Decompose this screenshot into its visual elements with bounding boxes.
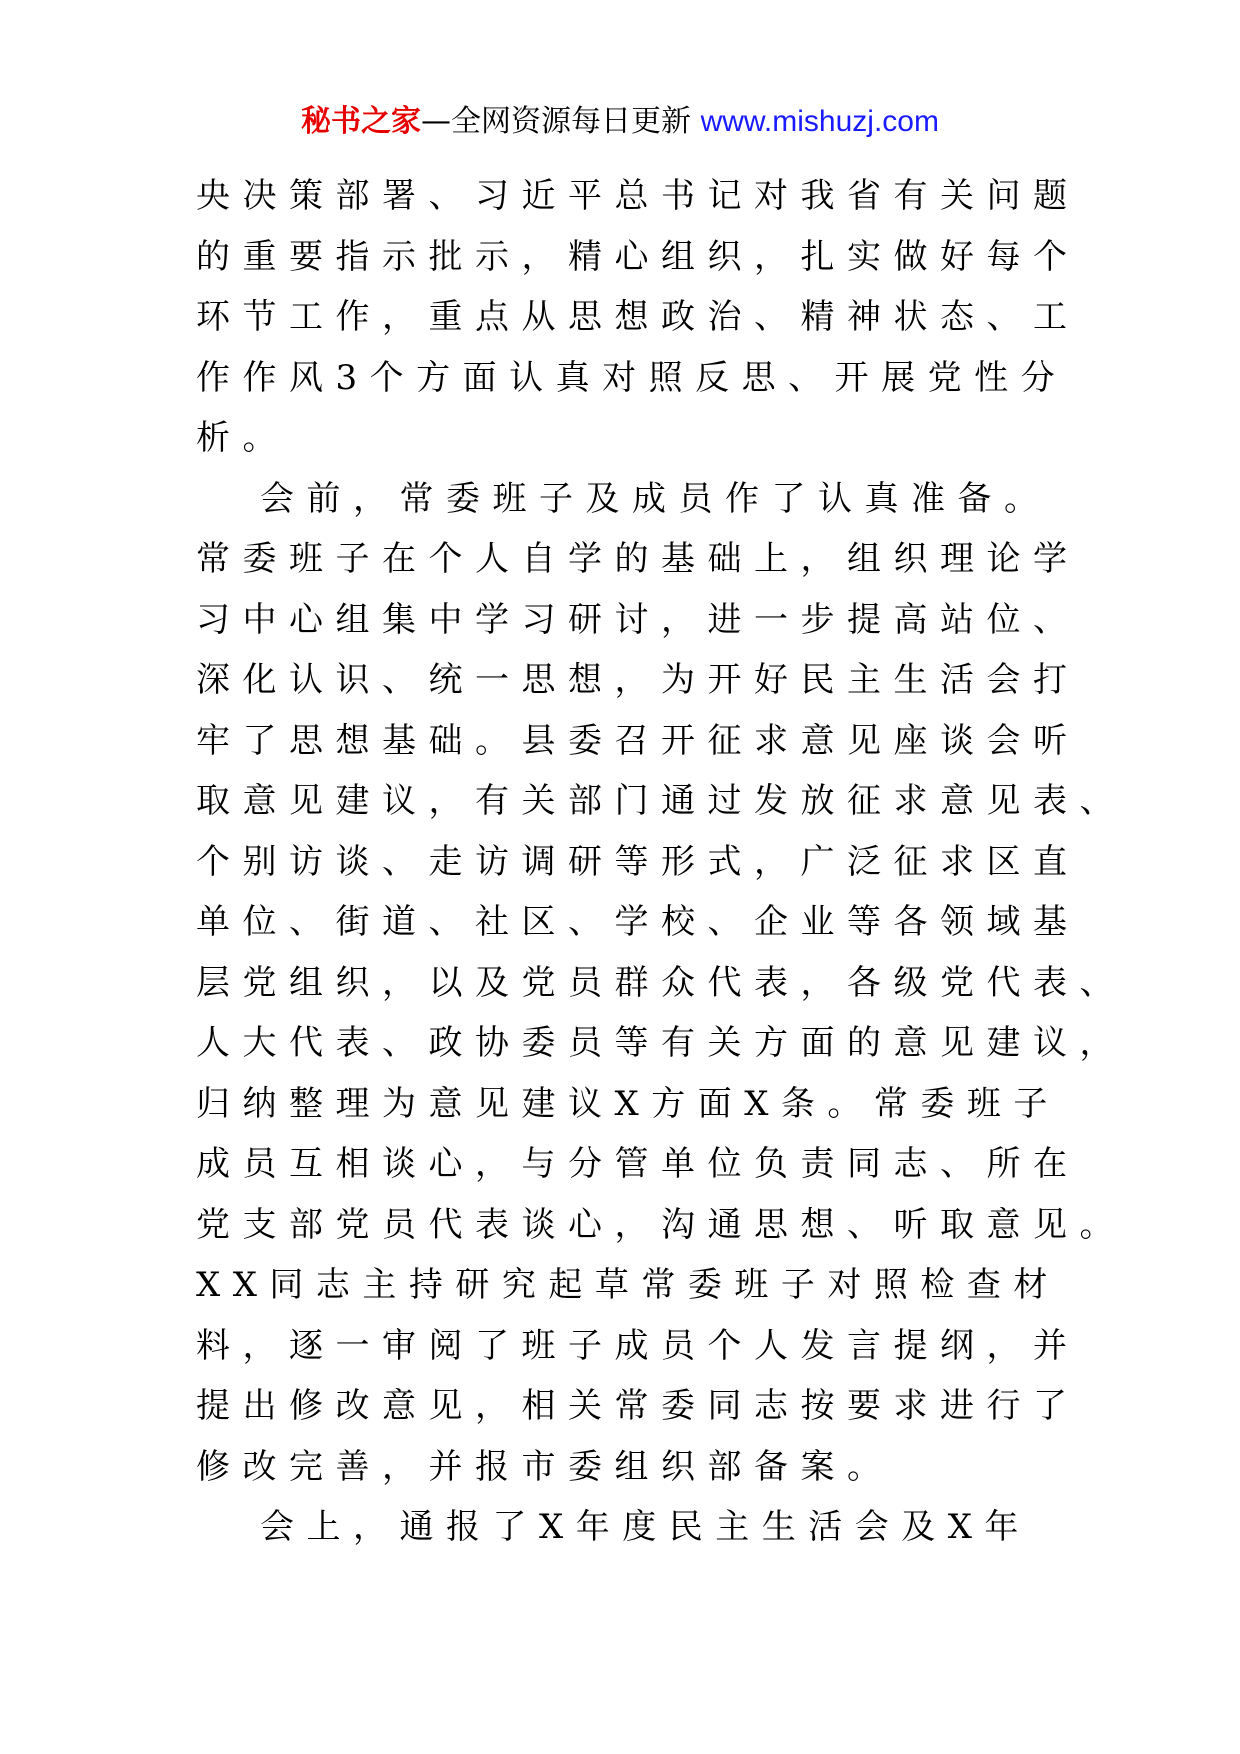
page-header bbox=[0, 100, 1240, 144]
text-line: 修改完善，并报市委组织部备案。 bbox=[196, 1446, 894, 1487]
text-line: 成员互相谈心，与分管单位负责同志、所在 bbox=[196, 1144, 1080, 1184]
text-line: 习中心组集中学习研讨，进一步提高站位、 bbox=[196, 599, 1080, 640]
text-line: 的重要指示批示，精心组织，扎实做好每个 bbox=[196, 236, 1080, 277]
text-line: 人大代表、政协委员等有关方面的意见建议， bbox=[196, 1023, 1126, 1063]
header-url[interactable]: www.mishuzj.com bbox=[700, 105, 939, 138]
text-line: 会上，通报了X年度民主生活会及X年 bbox=[260, 1507, 1031, 1547]
text-line: 取意见建议，有关部门通过发放征求意见表、 bbox=[196, 781, 1126, 821]
document-body bbox=[196, 166, 1126, 1558]
text-line: 层党组织，以及党员群众代表，各级党代表、 bbox=[196, 962, 1126, 1003]
text-line: 析。 bbox=[196, 418, 289, 458]
text-line: 个别访谈、走访调研等形式，广泛征求区直 bbox=[196, 841, 1080, 882]
text-line: XX同志主持研究起草常委班子对照检查材 bbox=[196, 1265, 1060, 1305]
text-line: 作作风3个方面认真对照反思、开展党性分 bbox=[196, 357, 1068, 398]
text-line: 会前，常委班子及成员作了认真准备。 bbox=[260, 478, 1051, 519]
text-line: 央决策部署、习近平总书记对我省有关问题 bbox=[196, 176, 1080, 216]
text-line: 料，逐一审阅了班子成员个人发言提纲，并 bbox=[196, 1325, 1080, 1366]
text-line: 深化认识、统一思想，为开好民主生活会打 bbox=[196, 660, 1080, 700]
text-line: 单位、街道、社区、学校、企业等各领域基 bbox=[196, 902, 1080, 942]
text-line: 牢了思想基础。县委召开征求意见座谈会听 bbox=[196, 720, 1080, 761]
header-tagline: —全网资源每日更新 bbox=[421, 104, 692, 139]
text-line: 环节工作，重点从思想政治、精神状态、工 bbox=[196, 297, 1080, 337]
text-line: 常委班子在个人自学的基础上，组织理论学 bbox=[196, 539, 1080, 579]
text-line: 党支部党员代表谈心，沟通思想、听取意见。 bbox=[196, 1204, 1126, 1245]
text-line: 归纳整理为意见建议X方面X条。常委班子 bbox=[196, 1083, 1060, 1124]
text-line: 提出修改意见，相关常委同志按要求进行了 bbox=[196, 1386, 1080, 1426]
brand-name: 秘书之家 bbox=[301, 104, 422, 139]
